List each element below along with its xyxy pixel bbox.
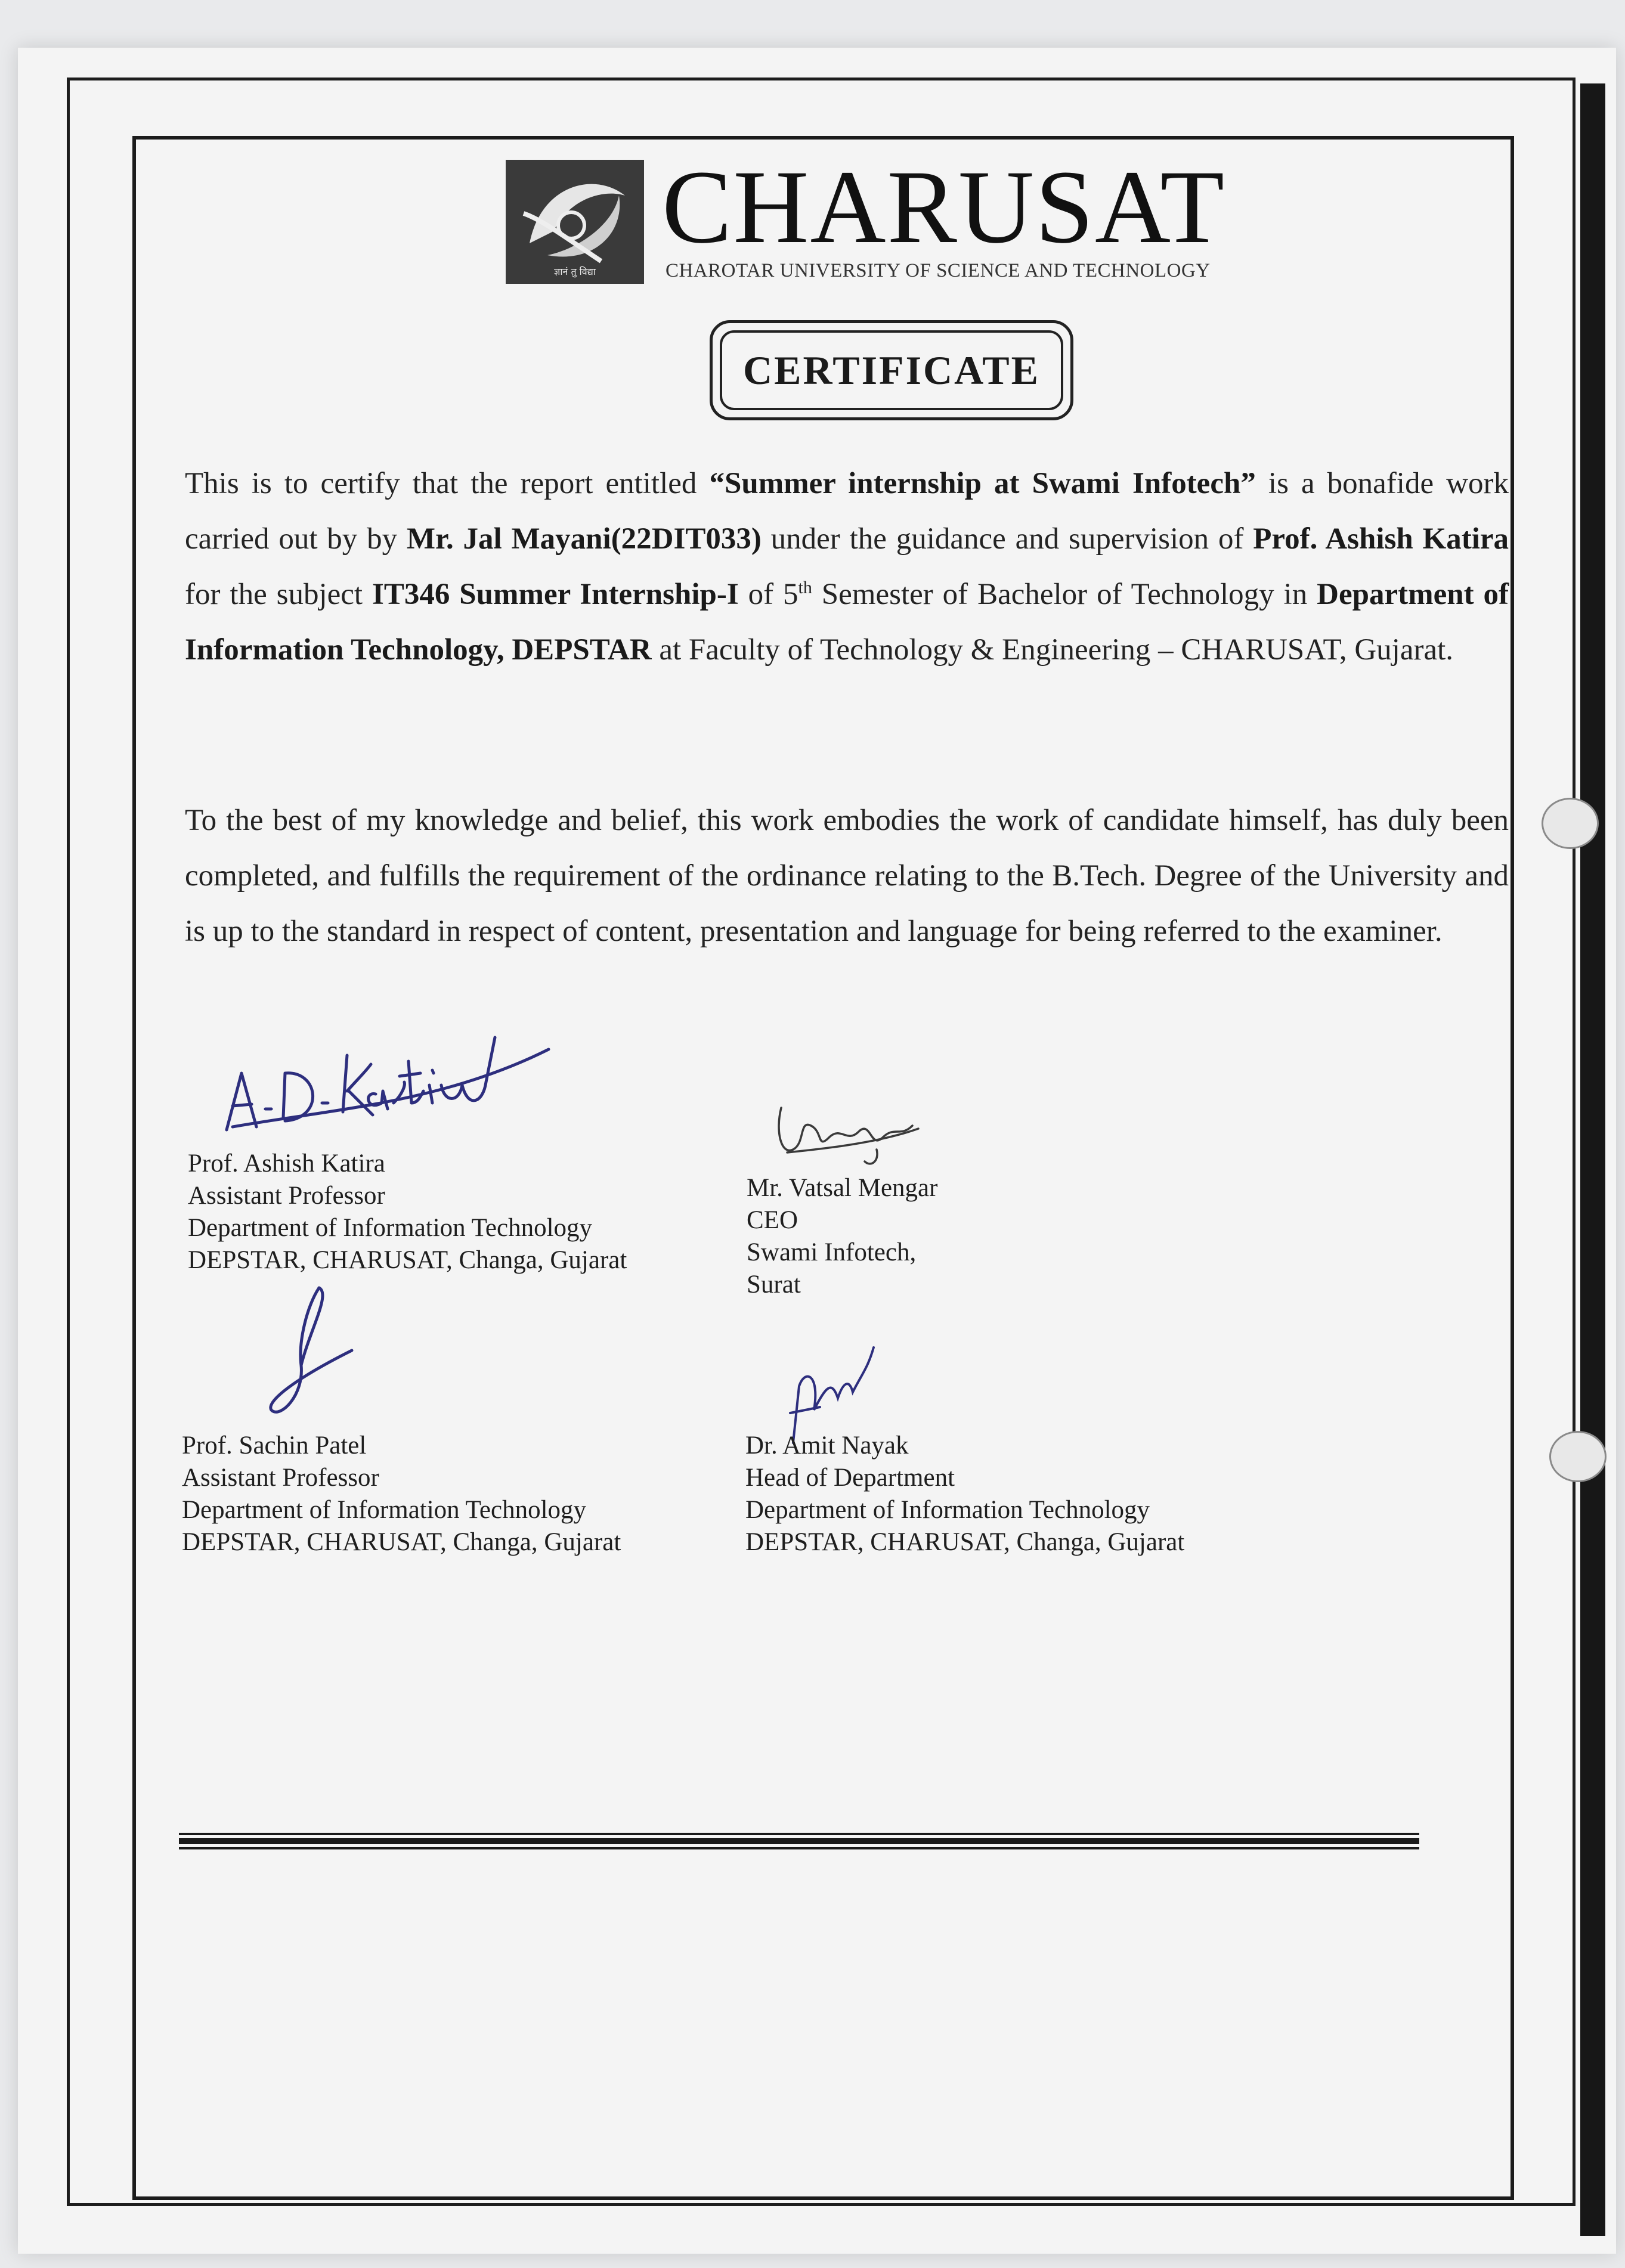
paragraph-superscript: th [798, 578, 812, 597]
paragraph-run: This is to certify that the report entitled [185, 467, 710, 500]
paragraph-bold-run: Mr. Jal Mayani(22DIT033) [406, 522, 762, 556]
logo-emblem [506, 160, 644, 284]
signatory-department: Department of Information Technology [188, 1214, 593, 1242]
paragraph-run: under the guidance and supervision of [761, 522, 1253, 556]
signatory-mengar [747, 1172, 937, 1301]
logo-motto: ज्ञानं तु विद्या [554, 266, 596, 277]
punch-hole-bottom [1549, 1431, 1607, 1482]
signatory-place: DEPSTAR, CHARUSAT, Changa, Gujarat [182, 1528, 621, 1556]
katira-signature [215, 1014, 561, 1139]
binding-edge [1580, 83, 1605, 2236]
signatory-name: Dr. Amit Nayak [745, 1432, 909, 1460]
signatory-title: Head of Department [745, 1464, 955, 1492]
paragraph-bold-run: IT346 Summer Internship-I [372, 578, 739, 611]
signatory-department: Department of Information Technology [745, 1496, 1150, 1524]
punch-hole-top [1542, 798, 1599, 849]
paragraph-run: of 5 [738, 578, 798, 611]
signatory-organization: Swami Infotech, [747, 1238, 917, 1266]
certificate-title-box [710, 320, 1073, 420]
signatory-place: Surat [747, 1271, 801, 1299]
paragraph-run: is a bonafide work carried out by by [185, 467, 1509, 556]
footer-rule-thick [179, 1838, 1419, 1844]
paragraph-bold-run: “Summer internship at Swami Infotech” [709, 467, 1256, 500]
certificate-paragraph-1 [185, 456, 1509, 678]
signatory-name: Prof. Sachin Patel [182, 1432, 367, 1460]
patel-signature [262, 1282, 370, 1419]
signatory-patel [182, 1430, 621, 1559]
signatory-department: Department of Information Technology [182, 1496, 587, 1524]
university-name: CHARUSAT [662, 149, 1226, 265]
certificate-paragraph-2: To the best of my knowledge and belief, this work embodies the work of candidate himself, has duly been completed, and fulfills the requirement of the ordinance relating to the B.Tech. Degree of the University and is up to the standard in respect of content, presentation and language for being referred to the examiner. [185, 804, 1509, 948]
paragraph-bold-run: Department of Information Technology, DEPSTAR [185, 578, 1509, 667]
signatory-place: DEPSTAR, CHARUSAT, Changa, Gujarat [188, 1246, 627, 1274]
signatory-title: Assistant Professor [188, 1182, 385, 1210]
signatory-katira [188, 1148, 627, 1276]
charusat-logo [506, 149, 1226, 285]
university-tagline: CHAROTAR UNIVERSITY OF SCIENCE AND TECHNOLOGY [666, 260, 1211, 281]
paragraph-bold-run: Prof. Ashish Katira [1253, 522, 1509, 556]
signatory-title: Assistant Professor [182, 1464, 379, 1492]
footer-rule-thin-bottom [179, 1847, 1419, 1849]
paragraph-run: Semester of Bachelor of Technology in [812, 578, 1317, 611]
signatory-place: DEPSTAR, CHARUSAT, Changa, Gujarat [745, 1528, 1185, 1556]
paragraph-run: for the subject [185, 578, 373, 611]
paragraph-run: at Faculty of Technology & Engineering – CHARUSAT, Gujarat. [651, 633, 1454, 667]
signatory-name: Mr. Vatsal Mengar [747, 1174, 938, 1202]
signatory-title: CEO [747, 1206, 798, 1234]
certificate-title: CERTIFICATE [743, 347, 1040, 393]
signatory-nayak [745, 1430, 1184, 1559]
footer-rule-thin-top [179, 1833, 1419, 1835]
signatory-name: Prof. Ashish Katira [188, 1150, 385, 1178]
mengar-signature [769, 1096, 936, 1167]
